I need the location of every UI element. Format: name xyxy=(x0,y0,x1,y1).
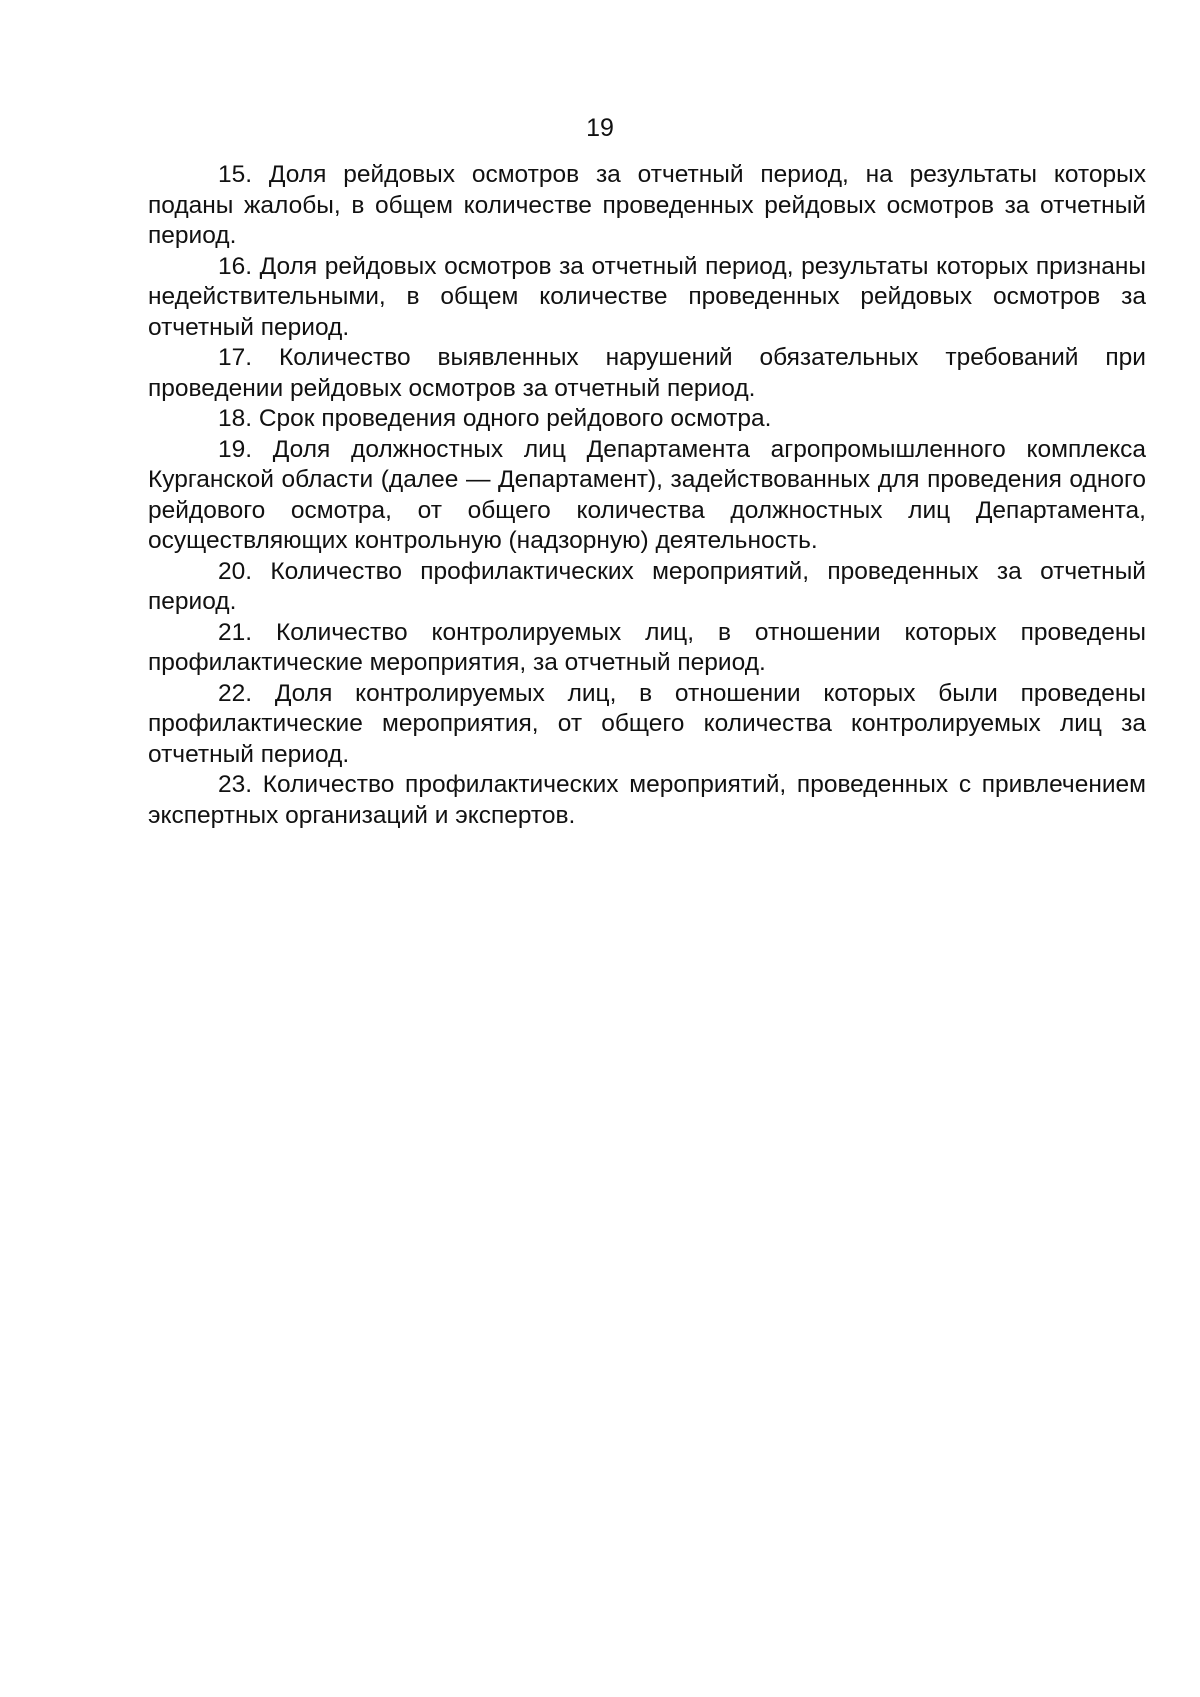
document-body xyxy=(148,160,1146,831)
paragraph-item-18: 18. Срок проведения одного рейдового осмотра. xyxy=(218,405,772,432)
paragraph-item-15: 15. Доля рейдовых осмотров за отчетный период, на результаты которых поданы жалобы, в общем количестве проведенных рейдовых осмотров за отчетный период. xyxy=(148,161,1146,249)
paragraph-item-19: 19. Доля должностных лиц Департамента агропромышленного комплекса Курганской области (далее — Департамент), задействованных для проведения одного рейдового осмотра, от общего количества должностных лиц Департамента, осуществляющих контрольную (надзорную) деятельность. xyxy=(148,435,1146,554)
paragraph-item-22: 22. Доля контролируемых лиц, в отношении которых были проведены профилактические мероприятия, от общего количества контролируемых лиц за отчетный период. xyxy=(148,679,1146,768)
paragraph-item-20: 20. Количество профилактических мероприятий, проведенных за отчетный период. xyxy=(148,557,1146,615)
paragraph-item-16: 16. Доля рейдовых осмотров за отчетный период, результаты которых признаны недействительными, в общем количестве проведенных рейдовых осмотров за отчетный период. xyxy=(148,252,1146,341)
page-number: 19 xyxy=(586,114,614,142)
paragraph-item-17: 17. Количество выявленных нарушений обязательных требований при проведении рейдовых осмотров за отчетный период. xyxy=(148,344,1146,402)
paragraph-item-21: 21. Количество контролируемых лиц, в отношении которых проведены профилактические мероприятия, за отчетный период. xyxy=(148,618,1146,676)
paragraph-item-23: 23. Количество профилактических мероприятий, проведенных с привлечением экспертных организаций и экспертов. xyxy=(148,771,1146,829)
